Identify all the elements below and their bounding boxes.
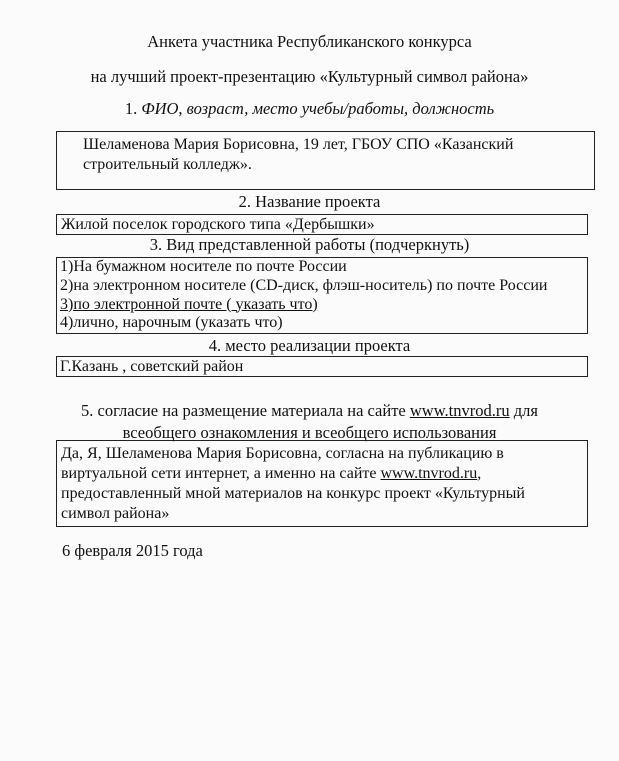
section4-heading: 4. место реализации проекта — [208, 336, 411, 355]
section5-answer-box — [56, 440, 588, 527]
section5-title-link[interactable]: www.tnvrod.ru — [409, 401, 510, 420]
section3-options-box — [56, 257, 588, 334]
section2-answer: Жилой поселок городского типа «Дербышки» — [61, 216, 375, 233]
section1-title: ФИО, возраст, место учебы/работы, должность — [141, 99, 495, 118]
section4-answer: Г.Казань , советский район — [60, 358, 244, 375]
section2-answer-box — [56, 214, 588, 235]
section5-answer-text: , — [477, 465, 482, 482]
form-date: 6 февраля 2015 года — [62, 541, 203, 560]
section5-heading — [0, 400, 619, 444]
section3-heading: 3. Вид представленной работы (подчеркнуть) — [149, 235, 470, 254]
section5-answer-text: виртуальной сети интернет, а именно на сайте — [61, 465, 381, 482]
section5-title-text: 5. согласие на размещение материала на сайте — [81, 401, 410, 420]
section1-heading — [0, 99, 619, 119]
section2-heading: 2. Название проекта — [238, 192, 381, 211]
form-title: Анкета участника Республиканского конкурса — [147, 32, 472, 51]
section5-answer-line: Да, Я, Шеламенова Мария Борисовна, согласна на публикацию в — [61, 445, 504, 462]
section5-answer-line: символ района» — [61, 505, 170, 522]
section3-option: 4)лично, нарочным (указать что) — [60, 314, 283, 332]
section1-answer-line: Шеламенова Мария Борисовна, 19 лет, ГБОУ СПО «Казанский — [83, 136, 514, 153]
section4-answer-box — [56, 356, 588, 377]
section3-option: 2)на электронном носителе (CD-диск, флэш-носитель) по почте России — [60, 276, 548, 294]
section5-answer-link[interactable]: www.tnvrod.ru — [380, 465, 478, 482]
section3-option: 1)На бумажном носителе по почте России — [60, 258, 347, 275]
section1-answer-box — [56, 131, 595, 190]
section5-title-line2: всеобщего ознакомления и всеобщего использования — [122, 423, 497, 442]
section1-number: 1. — [124, 99, 138, 118]
section1-answer-line: строительный колледж». — [83, 156, 252, 173]
section5-answer-line: предоставленный мной материалов на конкурс проект «Культурный — [61, 485, 525, 502]
section5-title-text: для — [509, 401, 538, 420]
form-subtitle: на лучший проект-презентацию «Культурный символ района» — [90, 67, 529, 86]
section3-option-selected: 3)по электронной почте ( указать что) — [60, 295, 318, 313]
